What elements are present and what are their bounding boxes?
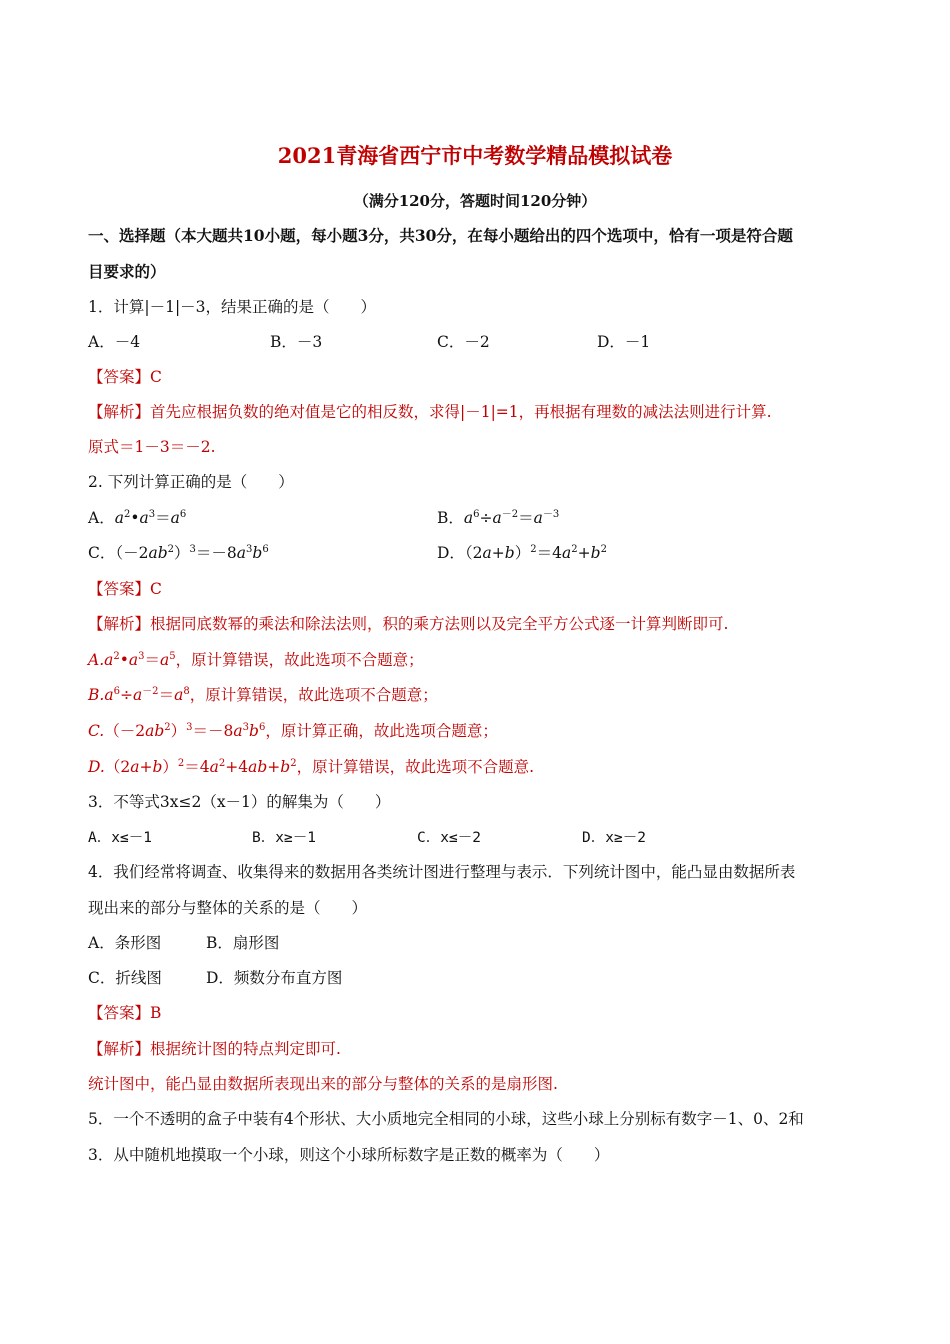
q5-stem-line1: 5．一个不透明的盒子中装有4个形状、大小质地完全相同的小球，这些小球上分别标有数字－1、0、2和 [88,1110,804,1128]
q3-option-d: D．x≥－2 [582,830,646,846]
q1-option-c: C．－2 [437,333,490,351]
section-heading-line2: 目要求的） [88,262,166,281]
section-heading-line1: 一、选择题（本大题共10小题，每小题3分，共30分，在每小题给出的四个选项中，恰有一项是符合题 [88,226,793,245]
q4-option-b: B．扇形图 [206,934,280,952]
q3-option-a: A．x≤－1 [88,830,152,846]
q4-option-d: D．频数分布直方图 [206,969,343,987]
q2-option-a: A．$a^2•a^3=a^6$ [88,509,187,527]
q1-answer: 【答案】C [88,368,162,386]
q1-analysis: 【解析】首先应根据负数的绝对值是它的相反数，求得|－1|=1，再根据有理数的减法法则进行计算. [88,403,772,421]
q3-option-c: C．x≤－2 [417,830,481,846]
q4-option-a: A．条形图 [88,934,162,952]
q2-explain-c: $C.(-2ab^2)^3=-8a^3b^6$，原计算正确，故此选项合题意； [88,722,498,740]
exam-subtitle: （满分120分，答题时间120分钟） [353,192,597,210]
q4-explain: 统计图中，能凸显由数据所表现出来的部分与整体的关系的是扇形图. [88,1075,558,1093]
q2-option-c: C．$(-2ab^2)^3=-8a^3b^6$ [88,544,269,562]
q2-option-b: B．$a^6\div a^{-2}=a^{-3}$ [437,509,560,527]
q2-answer: 【答案】C [88,580,162,598]
q4-stem-line1: 4．我们经常将调查、收集得来的数据用各类统计图进行整理与表示．下列统计图中，能凸显由数据所表 [88,863,796,881]
q2-analysis: 【解析】根据同底数幂的乘法和除法法则，积的乘方法则以及完全平方公式逐一计算判断即可. [88,615,729,633]
q5-stem-line2: 3．从中随机地摸取一个小球，则这个小球所标数字是正数的概率为（ ） [88,1146,610,1164]
q1-option-a: A．－4 [88,333,141,351]
q2-explain-b: $B.a^6\div a^{-2}=a^8$，原计算错误，故此选项不合题意； [88,686,438,704]
q1-calculation: 原式＝1－3＝－2. [88,438,216,456]
q4-option-c: C．折线图 [88,969,162,987]
q1-option-b: B．－3 [270,333,323,351]
q1-option-d: D．－1 [597,333,651,351]
q3-option-b: B．x≥－1 [252,830,316,846]
q3-stem: 3．不等式3x≤2（x－1）的解集为（ ） [88,793,391,811]
q4-analysis: 【解析】根据统计图的特点判定即可. [88,1040,341,1058]
q4-stem-line2: 现出来的部分与整体的关系的是（ ） [88,899,368,917]
q1-stem: 1．计算|－1|－3，结果正确的是（ ） [88,298,377,316]
q2-explain-d: $D.(2a+b)^2=4a^2+4ab+b^2$，原计算错误，故此选项不合题意. [88,758,535,776]
q2-stem: 2. 下列计算正确的是（ ） [88,473,294,491]
q4-answer: 【答案】B [88,1004,162,1022]
q2-explain-a: $A.a^2•a^3=a^5$，原计算错误，故此选项不合题意； [88,651,424,669]
q2-option-d: D．$(2a+b)^2=4a^2+b^2$ [437,544,607,562]
page-title: 2021青海省西宁市中考数学精品模拟试卷 [277,143,673,168]
